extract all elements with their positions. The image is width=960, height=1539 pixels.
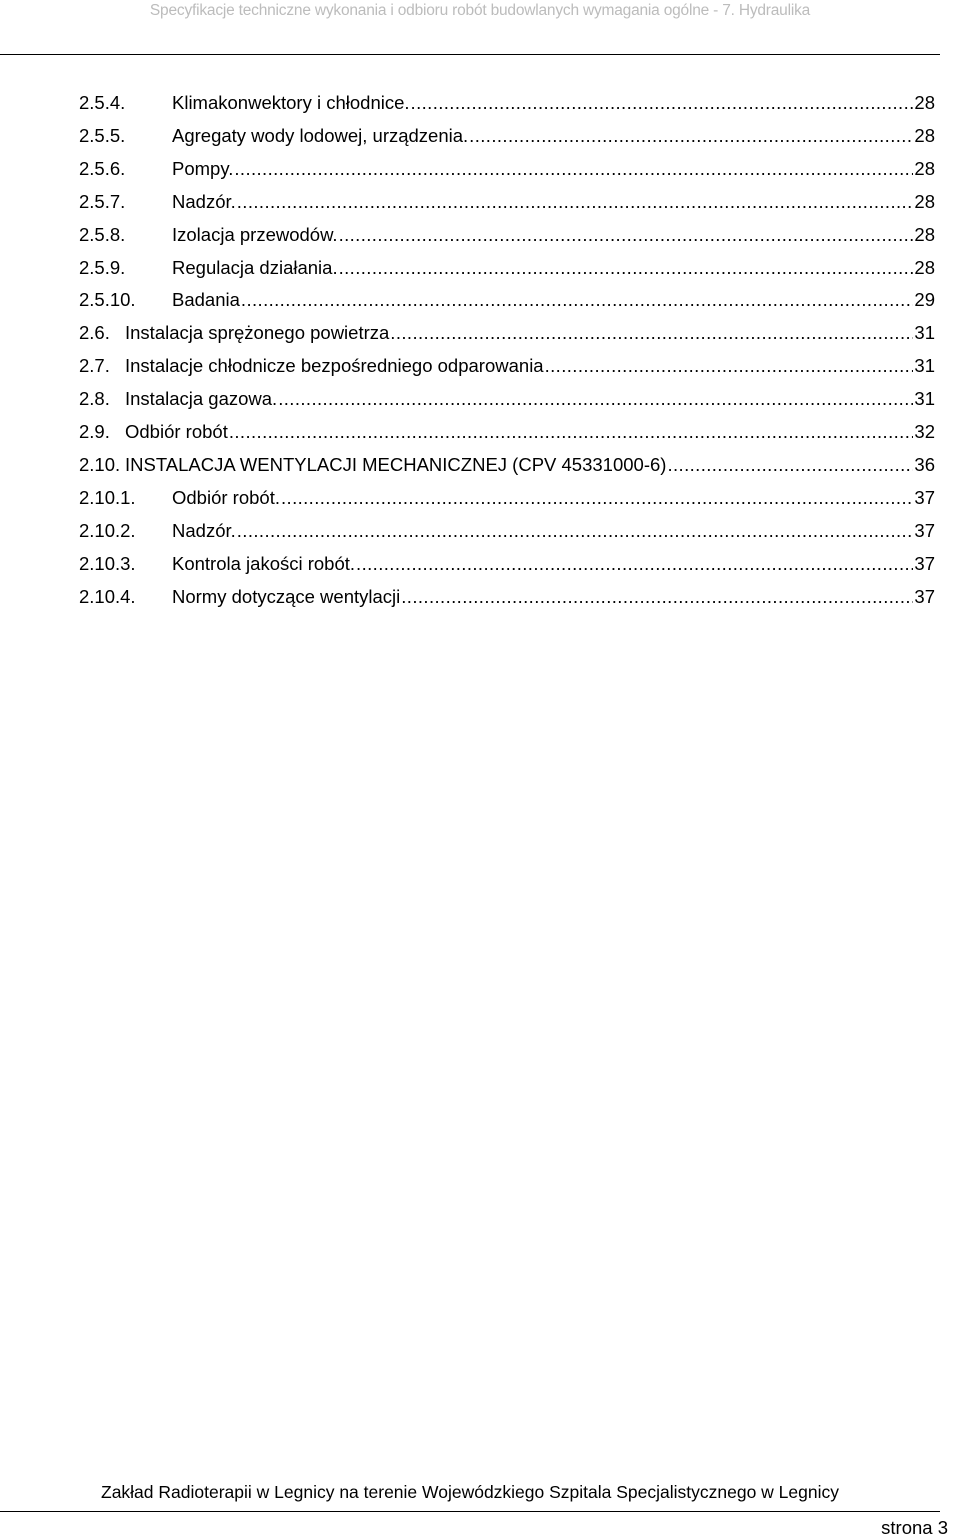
toc-dot-leader (237, 515, 914, 547)
toc-entry[interactable] (0, 120, 960, 152)
toc-entry-number: 2.5.8. (79, 223, 126, 245)
toc-entry-page: 37 (914, 585, 935, 607)
toc-dot-leader (545, 350, 914, 382)
toc-entry-page: 32 (914, 421, 935, 442)
toc-entry-title: Klimakonwektory i chłodnice. (172, 92, 410, 113)
toc-entry-page: 28 (914, 190, 935, 212)
toc-entry-title: Badania (172, 289, 240, 311)
toc-entry-page: 28 (914, 92, 935, 113)
page-number: strona 3 (881, 1517, 948, 1538)
toc-entry[interactable] (0, 482, 960, 514)
toc-entry-title: Kontrola jakości robót. (172, 552, 356, 574)
toc-entry-page: 31 (914, 388, 935, 410)
toc-entry-page: 36 (914, 453, 935, 475)
toc-entry-title: Agregaty wody lodowej, urządzenia. (172, 124, 469, 146)
toc-entry-number: 2.5.5. (79, 124, 126, 146)
toc-entry[interactable] (0, 186, 960, 218)
toc-dot-leader (411, 87, 914, 119)
toc-entry-page: 37 (914, 486, 935, 508)
toc-entry[interactable] (0, 515, 960, 547)
toc-entry-title: Instalacja sprężonego powietrza (125, 322, 390, 344)
toc-entry-title: Regulacja działania. (172, 256, 338, 278)
toc-entry-title: Odbiór robót (125, 421, 228, 442)
toc-entry-title: Normy dotyczące wentylacji (172, 585, 401, 607)
footer-rule (0, 1511, 940, 1512)
toc-entry[interactable] (0, 87, 960, 119)
toc-dot-leader (667, 449, 913, 481)
toc-entry-number: 2.5.7. (79, 190, 126, 212)
toc-entry-page: 29 (914, 289, 935, 311)
toc-entry-title: Instalacja gazowa. (125, 388, 278, 410)
toc-entry-number: 2.10.1. (79, 486, 136, 508)
toc-entry-title: INSTALACJA WENTYLACJI MECHANICZNEJ (CPV 45331000-6) (125, 453, 667, 475)
toc-entry-number: 2.8. (79, 388, 110, 410)
toc-dot-leader (339, 252, 914, 284)
toc-dot-leader (390, 317, 913, 349)
toc-dot-leader (469, 120, 913, 152)
toc-entry[interactable] (0, 416, 960, 448)
toc-entry-page: 28 (914, 223, 935, 245)
toc-entry-title: Nadzór. (172, 519, 236, 541)
toc-entry-number: 2.7. (79, 355, 110, 377)
running-footer: Zakład Radioterapii w Legnicy na terenie Wojewódzkiego Szpitala Specjalistycznego w Legnicy (101, 1482, 839, 1502)
toc-entry[interactable] (0, 581, 960, 613)
toc-entry-page: 31 (914, 355, 935, 377)
running-header: Specyfikacje techniczne wykonania i odbioru robót budowlanych wymagania ogólne - 7. Hydraulika (149, 2, 811, 19)
toc-entry-title: Odbiór robót. (172, 486, 280, 508)
toc-dot-leader (234, 153, 913, 185)
toc-entry[interactable] (0, 317, 960, 349)
toc-dot-leader (229, 416, 914, 448)
header-rule (0, 54, 940, 55)
toc-entry-number: 2.10.2. (79, 519, 136, 541)
toc-entry[interactable] (0, 449, 960, 481)
toc-entry[interactable] (0, 153, 960, 185)
toc-entry-page: 28 (914, 157, 935, 179)
toc-dot-leader (356, 548, 913, 580)
toc-entry[interactable] (0, 219, 960, 251)
toc-entry-number: 2.5.6. (79, 157, 126, 179)
toc-entry-page: 28 (914, 256, 935, 278)
toc-entry-page: 37 (914, 552, 935, 574)
toc-entry-title: Pompy. (172, 157, 234, 179)
toc-dot-leader (339, 219, 914, 251)
toc-dot-leader (241, 284, 914, 316)
toc-entry[interactable] (0, 284, 960, 316)
toc-entry-number: 2.10.4. (79, 585, 136, 607)
toc-dot-leader (278, 383, 913, 415)
toc-entry-title: Nadzór. (172, 190, 236, 212)
toc-entry-number: 2.6. (79, 322, 110, 344)
toc-entry-number: 2.5.9. (79, 256, 126, 278)
toc-entry-page: 37 (914, 519, 935, 541)
toc-entry-number: 2.9. (79, 421, 110, 442)
toc-entry[interactable] (0, 383, 960, 415)
toc-entry[interactable] (0, 350, 960, 382)
toc-entry-number: 2.5.4. (79, 92, 126, 113)
toc-dot-leader (281, 482, 913, 514)
toc-entry-number: 2.5.10. (79, 289, 136, 311)
toc-dot-leader (401, 581, 913, 613)
toc-entry[interactable] (0, 548, 960, 580)
toc-entry-number: 2.10. (79, 453, 121, 475)
toc-dot-leader (237, 186, 914, 218)
toc-entry-title: Izolacja przewodów. (172, 223, 338, 245)
toc-entry-page: 28 (914, 124, 935, 146)
toc-entry-title: Instalacje chłodnicze bezpośredniego odparowania (125, 355, 544, 377)
toc-entry[interactable] (0, 252, 960, 284)
toc-entry-number: 2.10.3. (79, 552, 136, 574)
toc-entry-page: 31 (914, 322, 935, 344)
